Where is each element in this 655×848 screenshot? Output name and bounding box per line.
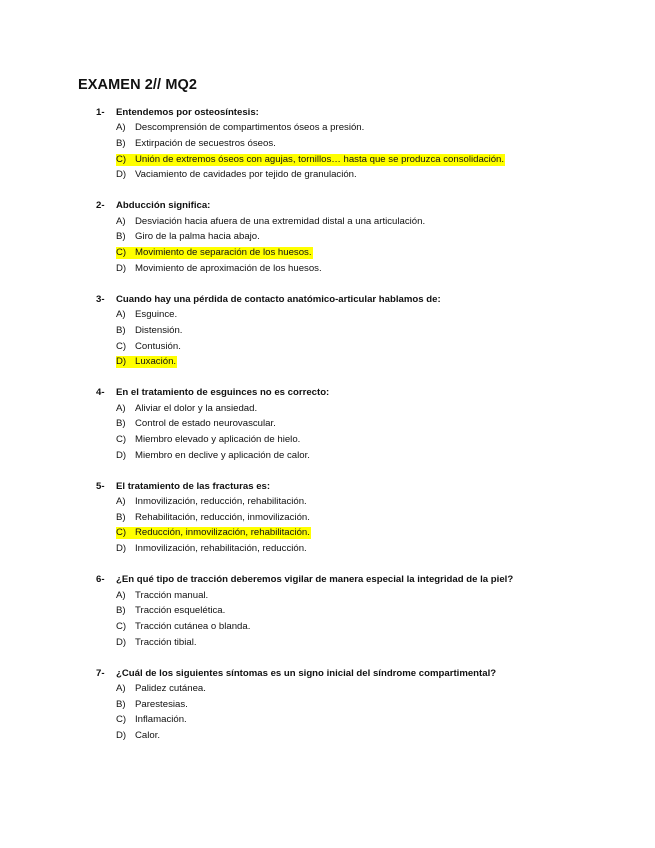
answer-option xyxy=(96,604,636,620)
question-number: 4- xyxy=(96,387,105,399)
answer-option-content xyxy=(116,122,365,134)
answer-text: Inmovilización, reducción, rehabilitación. xyxy=(135,496,307,508)
answer-option-highlighted xyxy=(96,152,636,168)
answer-text: Calor. xyxy=(135,729,161,741)
answer-option-content xyxy=(116,356,177,368)
answer-letter: D) xyxy=(116,636,127,648)
question-list xyxy=(96,105,636,759)
answer-letter: D) xyxy=(116,729,127,741)
answer-letter: A) xyxy=(116,496,126,508)
answer-letter: B) xyxy=(116,605,126,617)
answer-option-content xyxy=(116,325,183,337)
answer-letter: B) xyxy=(116,137,126,149)
answer-text: Tracción esquelética. xyxy=(135,605,226,617)
question-number: 1- xyxy=(96,107,105,118)
answer-text: Inflamación. xyxy=(135,714,187,726)
answer-letter: A) xyxy=(116,402,126,414)
answer-letter: C) xyxy=(116,433,127,445)
answer-option xyxy=(96,401,636,417)
answer-option xyxy=(96,432,636,448)
answer-text: Distensión. xyxy=(135,324,183,336)
answer-text: Contusión. xyxy=(135,340,181,352)
question-1 xyxy=(96,105,636,183)
answer-text: Reducción, inmovilización, rehabilitación. xyxy=(135,527,310,539)
answer-text: Parestesias. xyxy=(135,698,188,710)
answer-option-content xyxy=(116,637,198,649)
answer-text: Luxación. xyxy=(135,356,177,368)
question-number: 2- xyxy=(96,200,105,212)
question-4 xyxy=(96,385,636,463)
answer-letter: A) xyxy=(116,215,126,227)
answer-text: Aliviar el dolor y la ansiedad. xyxy=(135,402,258,414)
answer-option-content xyxy=(116,590,209,602)
answer-option xyxy=(96,339,636,355)
answer-text: Desviación hacia afuera de una extremidad distal a una articulación. xyxy=(135,215,426,227)
answer-option xyxy=(96,323,636,339)
answer-letter: B) xyxy=(116,511,126,523)
answer-options xyxy=(96,308,636,370)
question-text: En el tratamiento de esguinces no es correcto: xyxy=(116,387,330,399)
question-number: 7- xyxy=(96,667,105,679)
answer-letter: B) xyxy=(116,231,126,243)
answer-options xyxy=(96,588,636,650)
answer-text: Tracción manual. xyxy=(135,589,209,601)
answer-option-content xyxy=(116,543,308,555)
answer-text: Miembro en declive y aplicación de calor. xyxy=(135,449,310,461)
question-heading xyxy=(96,666,636,682)
question-text: Abducción significa: xyxy=(116,200,211,212)
document-title: EXAMEN 2// MQ2 xyxy=(78,77,198,93)
answer-letter: D) xyxy=(116,356,127,368)
answer-option-content xyxy=(116,418,277,430)
answer-text: Miembro elevado y aplicación de hielo. xyxy=(135,433,301,445)
answer-letter: D) xyxy=(116,543,127,555)
answer-option xyxy=(96,728,636,744)
question-text: El tratamiento de las fracturas es: xyxy=(116,480,271,492)
answer-letter: C) xyxy=(116,247,127,259)
answer-text: Extirpación de secuestros óseos. xyxy=(135,137,276,149)
answer-option xyxy=(96,510,636,526)
question-heading xyxy=(96,479,636,495)
answer-option xyxy=(96,230,636,246)
answer-option-content xyxy=(116,231,261,243)
answer-option-content xyxy=(116,527,311,539)
answer-option xyxy=(96,448,636,464)
answer-text: Inmovilización, rehabilitación, reducción. xyxy=(135,543,307,555)
question-number: 5- xyxy=(96,480,105,492)
answer-option xyxy=(96,619,636,635)
question-7 xyxy=(96,666,636,744)
question-text: ¿En qué tipo de tracción deberemos vigilar de manera especial la integridad de la piel? xyxy=(116,574,514,586)
answer-letter: C) xyxy=(116,153,127,165)
answer-letter: B) xyxy=(116,698,126,710)
answer-option xyxy=(96,588,636,604)
question-heading xyxy=(96,385,636,401)
answer-option-content xyxy=(116,403,258,415)
question-text: Cuando hay una pérdida de contacto anatómico-articular hablamos de: xyxy=(116,293,441,305)
answer-option-content xyxy=(116,496,308,508)
question-3 xyxy=(96,292,636,370)
answer-text: Unión de extremos óseos con agujas, tornillos… hasta que se produzca consolidación. xyxy=(135,153,505,165)
answer-option xyxy=(96,494,636,510)
answer-option-content xyxy=(116,247,313,259)
question-text: ¿Cuál de los siguientes síntomas es un signo inicial del síndrome compartimental? xyxy=(116,667,497,679)
question-6 xyxy=(96,572,636,650)
answer-options xyxy=(96,494,636,556)
answer-letter: B) xyxy=(116,418,126,430)
answer-option xyxy=(96,681,636,697)
answer-text: Tracción cutánea o blanda. xyxy=(135,620,251,632)
answer-option xyxy=(96,136,636,152)
answer-option-content xyxy=(116,309,178,321)
answer-option xyxy=(96,635,636,651)
answer-letter: C) xyxy=(116,620,127,632)
answer-options xyxy=(96,401,636,463)
answer-letter: C) xyxy=(116,714,127,726)
answer-option xyxy=(96,167,636,183)
answer-option-highlighted xyxy=(96,526,636,542)
answer-text: Tracción tibial. xyxy=(135,636,197,648)
answer-options xyxy=(96,214,636,276)
answer-option-content xyxy=(116,714,188,726)
answer-text: Movimiento de separación de los huesos. xyxy=(135,247,312,259)
answer-text: Vaciamiento de cavidades por tejido de granulación. xyxy=(135,169,357,181)
answer-option-content xyxy=(116,263,323,275)
answer-option-content xyxy=(116,683,207,695)
answer-text: Palidez cutánea. xyxy=(135,683,206,695)
answer-option xyxy=(96,713,636,729)
answer-letter: D) xyxy=(116,449,127,461)
answer-option xyxy=(96,417,636,433)
answer-letter: A) xyxy=(116,122,126,134)
answer-option xyxy=(96,214,636,230)
answer-option xyxy=(96,697,636,713)
answer-option-content xyxy=(116,216,426,228)
question-number: 3- xyxy=(96,293,105,305)
answer-option-content xyxy=(116,450,311,462)
answer-letter: D) xyxy=(116,169,127,181)
answer-text: Giro de la palma hacia abajo. xyxy=(135,231,260,243)
question-heading xyxy=(96,105,636,121)
answer-letter: D) xyxy=(116,262,127,274)
answer-option xyxy=(96,541,636,557)
answer-option-content xyxy=(116,434,301,446)
answer-option-content xyxy=(116,341,182,353)
answer-option-content xyxy=(116,138,277,150)
answer-option-content xyxy=(116,154,505,166)
answer-option-content xyxy=(116,621,251,633)
answer-letter: C) xyxy=(116,527,127,539)
question-heading xyxy=(96,572,636,588)
answer-letter: A) xyxy=(116,309,126,321)
question-text: Entendemos por osteosíntesis: xyxy=(116,107,259,118)
answer-option-content xyxy=(116,605,226,617)
answer-options xyxy=(96,681,636,743)
answer-text: Descomprensión de compartimentos óseos a presión. xyxy=(135,122,365,134)
answer-option-content xyxy=(116,699,189,711)
answer-letter: A) xyxy=(116,683,126,695)
answer-option-content xyxy=(116,169,358,181)
answer-option-content xyxy=(116,730,161,742)
answer-letter: A) xyxy=(116,589,126,601)
answer-option-highlighted xyxy=(96,245,636,261)
question-heading xyxy=(96,292,636,308)
answer-options xyxy=(96,121,636,183)
answer-option-content xyxy=(116,512,311,524)
answer-option-highlighted xyxy=(96,354,636,370)
answer-letter: C) xyxy=(116,340,127,352)
answer-text: Rehabilitación, reducción, inmovilización. xyxy=(135,511,310,523)
answer-letter: B) xyxy=(116,324,126,336)
answer-text: Esguince. xyxy=(135,309,178,321)
answer-text: Control de estado neurovascular. xyxy=(135,418,276,430)
answer-text: Movimiento de aproximación de los huesos. xyxy=(135,262,322,274)
question-number: 6- xyxy=(96,574,105,586)
question-2 xyxy=(96,198,636,276)
answer-option xyxy=(96,308,636,324)
question-heading xyxy=(96,198,636,214)
answer-option xyxy=(96,261,636,277)
answer-option xyxy=(96,121,636,137)
question-5 xyxy=(96,479,636,557)
